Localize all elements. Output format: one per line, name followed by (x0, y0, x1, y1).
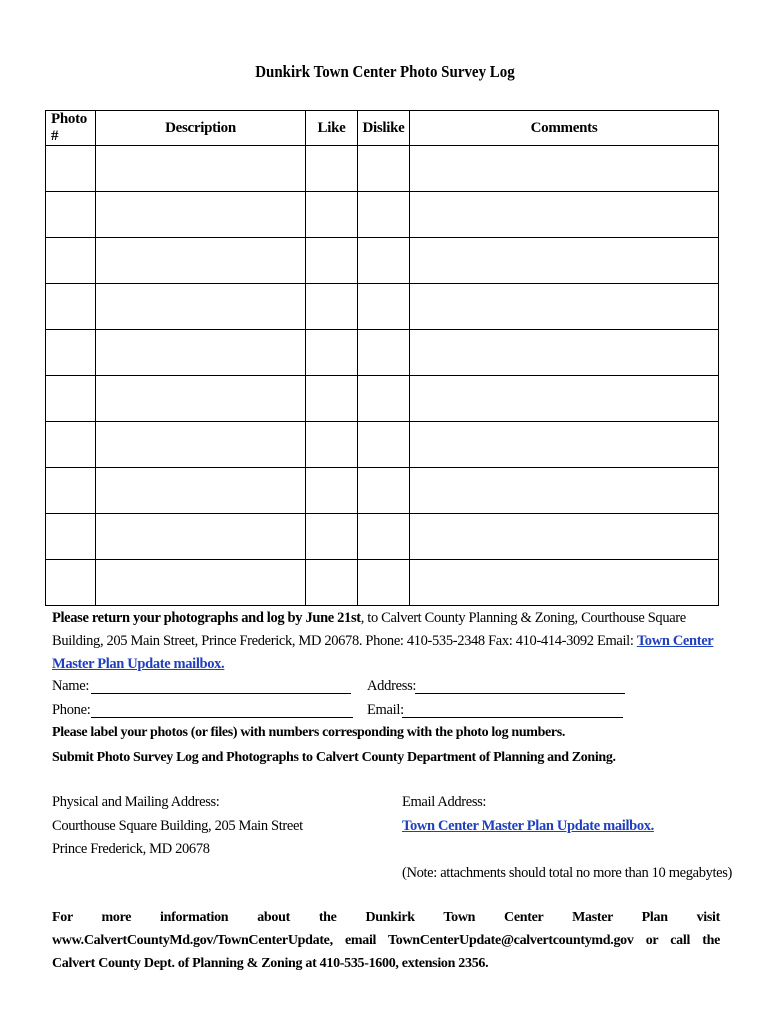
comments-cell[interactable] (410, 514, 719, 560)
photo-number-cell[interactable] (46, 192, 96, 238)
photo-number-cell[interactable] (46, 238, 96, 284)
description-cell[interactable] (96, 422, 306, 468)
mailbox-link[interactable]: Town Center Master Plan Update mailbox. (52, 633, 714, 672)
more-info-text: For more information about the Dunkirk Town Center Master Plan visit www.CalvertCountyMd.gov/TownCenterUpdate, email TownCenterUpdate@calvertcountymd.gov or call the Calvert County Dept. of Planning & Zoning at 410-535-1600, extension 2356. (52, 910, 720, 971)
like-cell[interactable] (306, 146, 358, 192)
table-row (46, 376, 719, 422)
email-label: Email: (367, 702, 404, 718)
description-cell[interactable] (96, 330, 306, 376)
table-row (46, 468, 719, 514)
photo-number-cell[interactable] (46, 330, 96, 376)
dislike-cell[interactable] (358, 192, 410, 238)
like-cell[interactable] (306, 284, 358, 330)
submit-instructions: Submit Photo Survey Log and Photographs to Calvert County Department of Planning and Zoning. (52, 750, 616, 765)
dislike-cell[interactable] (358, 422, 410, 468)
phone-field[interactable] (91, 717, 353, 718)
dislike-cell[interactable] (358, 284, 410, 330)
comments-cell[interactable] (410, 468, 719, 514)
email-address-heading: Email Address: (402, 794, 487, 810)
return-instructions (52, 607, 720, 676)
col-header-description: Description (96, 111, 306, 146)
attachment-note: (Note: attachments should total no more than 10 megabytes) (402, 865, 733, 881)
return-address-text: , to Calvert County Planning & Zoning, Courthouse Square Building, 205 Main Street, Prince Frederick, MD 20678. Phone: 410-535-2348 Fax: 410-414-3092 Email: (52, 610, 686, 649)
dislike-cell[interactable] (358, 376, 410, 422)
photo-number-cell[interactable] (46, 468, 96, 514)
return-deadline: Please return your photographs and log by June 21st (52, 610, 361, 626)
table-row (46, 192, 719, 238)
table-row (46, 330, 719, 376)
comments-cell[interactable] (410, 284, 719, 330)
description-cell[interactable] (96, 514, 306, 560)
dislike-cell[interactable] (358, 560, 410, 606)
table-row (46, 560, 719, 606)
col-header-dislike: Dislike (358, 111, 410, 146)
col-header-photo-number: Photo # (46, 111, 96, 146)
description-cell[interactable] (96, 468, 306, 514)
label-instructions: Please label your photos (or files) with numbers corresponding with the photo log numbers. (52, 725, 565, 740)
dislike-cell[interactable] (358, 330, 410, 376)
comments-cell[interactable] (410, 422, 719, 468)
phone-label: Phone: (52, 702, 91, 718)
like-cell[interactable] (306, 376, 358, 422)
address-label: Address: (367, 678, 417, 694)
mailing-address-heading: Physical and Mailing Address: (52, 794, 220, 810)
dislike-cell[interactable] (358, 468, 410, 514)
comments-cell[interactable] (410, 376, 719, 422)
like-cell[interactable] (306, 560, 358, 606)
photo-number-cell[interactable] (46, 146, 96, 192)
email-field[interactable] (402, 717, 623, 718)
description-cell[interactable] (96, 560, 306, 606)
comments-cell[interactable] (410, 238, 719, 284)
page-title: Dunkirk Town Center Photo Survey Log (255, 62, 515, 81)
comments-cell[interactable] (410, 560, 719, 606)
dislike-cell[interactable] (358, 238, 410, 284)
table-row (46, 284, 719, 330)
email-mailbox-link[interactable]: Town Center Master Plan Update mailbox. (402, 818, 654, 834)
address-field[interactable] (415, 693, 625, 694)
like-cell[interactable] (306, 192, 358, 238)
photo-number-cell[interactable] (46, 284, 96, 330)
table-row (46, 422, 719, 468)
dislike-cell[interactable] (358, 514, 410, 560)
mailing-address-line2: Prince Frederick, MD 20678 (52, 841, 210, 857)
like-cell[interactable] (306, 468, 358, 514)
description-cell[interactable] (96, 376, 306, 422)
table-body (46, 146, 719, 606)
description-cell[interactable] (96, 238, 306, 284)
table-row (46, 514, 719, 560)
comments-cell[interactable] (410, 146, 719, 192)
col-header-comments: Comments (410, 111, 719, 146)
photo-number-cell[interactable] (46, 376, 96, 422)
photo-number-cell[interactable] (46, 560, 96, 606)
table-header-row (46, 111, 719, 146)
description-cell[interactable] (96, 192, 306, 238)
like-cell[interactable] (306, 330, 358, 376)
like-cell[interactable] (306, 422, 358, 468)
photo-number-cell[interactable] (46, 514, 96, 560)
table-row (46, 146, 719, 192)
name-label: Name: (52, 678, 90, 694)
like-cell[interactable] (306, 238, 358, 284)
like-cell[interactable] (306, 514, 358, 560)
photo-number-cell[interactable] (46, 422, 96, 468)
mailing-address-line1: Courthouse Square Building, 205 Main Street (52, 818, 303, 834)
dislike-cell[interactable] (358, 146, 410, 192)
photo-log-table (45, 110, 719, 606)
description-cell[interactable] (96, 284, 306, 330)
description-cell[interactable] (96, 146, 306, 192)
comments-cell[interactable] (410, 192, 719, 238)
name-field[interactable] (91, 693, 351, 694)
col-header-like: Like (306, 111, 358, 146)
comments-cell[interactable] (410, 330, 719, 376)
table-row (46, 238, 719, 284)
